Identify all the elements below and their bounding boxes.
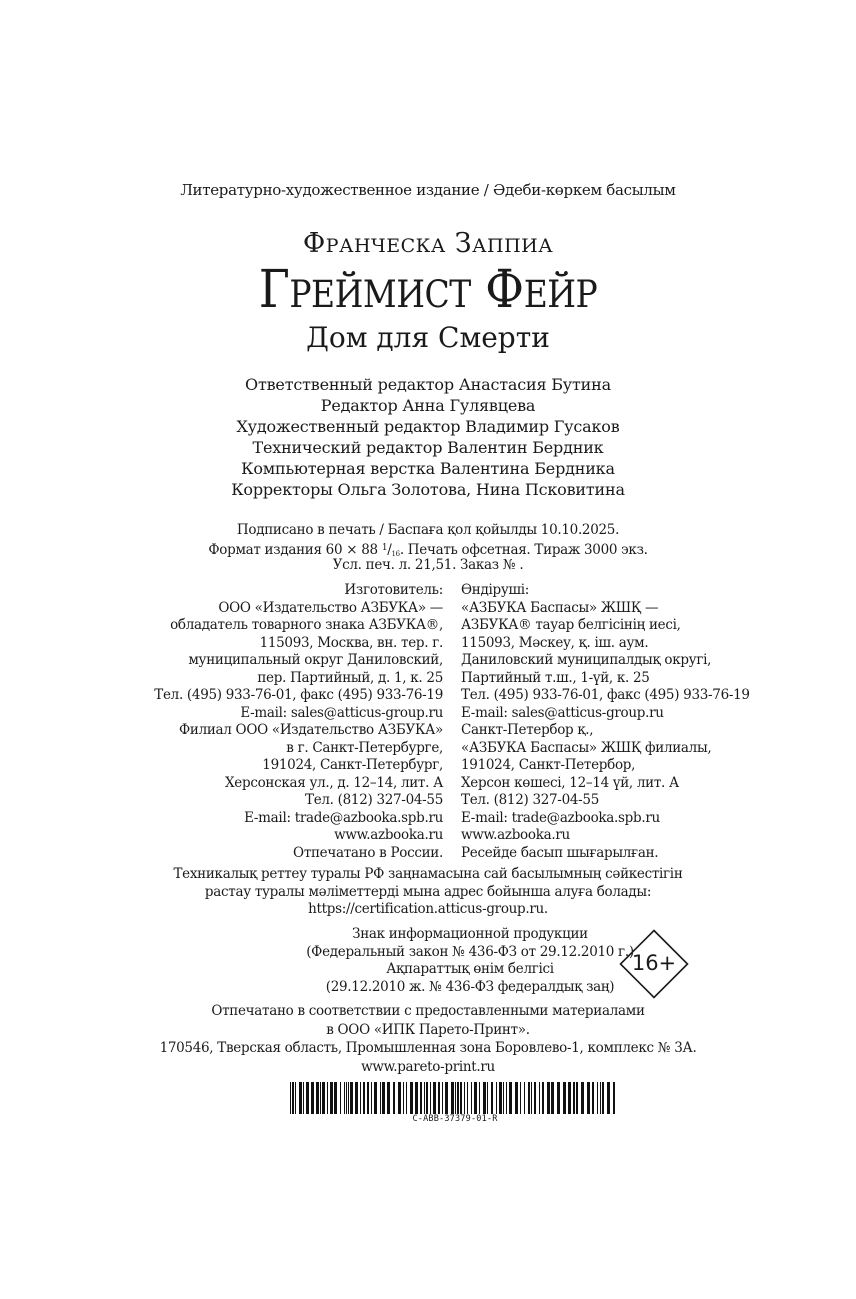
manufacturer-kz-line: Санкт-Петербор қ., <box>461 722 594 738</box>
manufacturer-ru-line: Херсонская ул., д. 12–14, лит. А <box>224 774 443 791</box>
manufacturer-ru-line: пер. Партийный, д. 1, к. 25 <box>257 669 443 686</box>
manufacturer-kz-line: Өндіруші: <box>461 582 529 598</box>
manufacturer-kz-line: E-mail: sales@atticus-group.ru <box>461 704 664 721</box>
manufacturer-ru-line: 115093, Москва, вн. тер. г. <box>259 634 443 651</box>
manufacturer-ru-line: Тел. (495) 933-76-01, факс (495) 933-76-19 <box>154 687 443 703</box>
info-sign-line: Знак информационной продукции <box>352 926 588 942</box>
credits-block <box>0 374 856 500</box>
manufacturer-kz-line: Херсон көшесі, 12–14 үй, лит. А <box>461 774 679 791</box>
manufacturer-ru-line: www.azbooka.ru <box>334 827 443 843</box>
print-info-block <box>0 522 856 575</box>
printer-line: Отпечатано в соответствии с предоставленными материалами <box>211 1003 645 1019</box>
credit-line: Художественный редактор Владимир Гусаков <box>236 417 620 436</box>
manufacturer-kz-line: «АЗБУКА Баспасы» ЖШҚ — <box>461 599 659 616</box>
format-line: Формат издания 60 × 88 $^1/_{16}$. Печать офсетная. Тираж 3000 экз. <box>208 541 648 558</box>
barcode-icon <box>290 1082 620 1114</box>
manufacturer-kz-line: Тел. (812) 327-04-55 <box>461 792 599 808</box>
manufacturer-ru-line: муниципальный округ Даниловский, <box>188 652 443 668</box>
age-rating: 16+ <box>631 951 677 975</box>
printer-url: www.pareto-print.ru <box>361 1058 495 1075</box>
manufacturer-ru-line: в г. Санкт-Петербурге, <box>286 739 443 756</box>
manufacturer-ru-line: E-mail: trade@azbooka.spb.ru <box>244 809 443 826</box>
certification-line: растау туралы мәліметтерді мына адрес бойынша алуға болады: <box>204 883 652 900</box>
manufacturer-kz-line: АЗБУКА® тауар белгісінің иесі, <box>461 617 681 633</box>
certification-line: Техникалық реттеу туралы РФ заңнамасына сай басылымның сәйкестігін <box>173 866 683 882</box>
manufacturer-kz-line: Ресейде басып шығарылған. <box>461 844 659 861</box>
signed-line: Подписано в печать / Баспаға қол қойылды 10.10.2025. <box>236 522 620 538</box>
manufacturer-kz-line: 191024, Санкт-Петербор, <box>461 757 636 773</box>
printer-line: 170546, Тверская область, Промышленная зона Боровлево-1, комплекс № 3А. <box>159 1040 697 1056</box>
info-sign-line: Ақпараттық өнім белгісі <box>386 961 554 977</box>
manufacturer-ru-column <box>154 582 443 862</box>
info-sign-line: (Федеральный закон № 436-ФЗ от 29.12.2010 г.) <box>306 943 634 960</box>
manufacturer-ru-line: 191024, Санкт-Петербург, <box>262 757 443 773</box>
format-prefix: Формат издания 60 × 88 <box>208 541 382 558</box>
manufacturer-ru-line: Филиал ООО «Издательство АЗБУКА» <box>178 722 443 738</box>
manufacturer-ru-line: E-mail: sales@atticus-group.ru <box>240 704 443 721</box>
certification-block <box>0 866 856 919</box>
manufacturer-kz-line: Даниловский муниципалдық округі, <box>461 652 712 668</box>
format-numerator: 1 <box>381 542 388 553</box>
manufacturer-ru-line: ООО «Издательство АЗБУКА» — <box>218 599 443 616</box>
printer-line: в ООО «ИПК Парето-Принт». <box>326 1021 530 1038</box>
credit-line: Корректоры Ольга Золотова, Нина Псковитина <box>231 480 625 499</box>
manufacturer-ru-line: обладатель товарного знака АЗБУКА®, <box>170 617 443 633</box>
info-sign-line: (29.12.2010 ж. № 436-ФЗ федералдық заң) <box>325 978 615 995</box>
barcode-code: C-ABB-37379-01-R <box>412 1114 498 1124</box>
printer-block <box>0 1003 856 1077</box>
credit-line: Компьютерная верстка Валентина Бердника <box>241 459 615 478</box>
info-sign-block <box>270 926 670 996</box>
manufacturer-kz-line: Партийный т.ш., 1-үй, к. 25 <box>461 669 650 686</box>
manufacturer-kz-line: E-mail: trade@azbooka.spb.ru <box>461 809 660 826</box>
manufacturer-kz-line: «АЗБУКА Баспасы» ЖШҚ филиалы, <box>461 739 712 756</box>
manufacturer-kz-column <box>461 582 750 862</box>
credit-line: Ответственный редактор Анастасия Бутина <box>245 375 611 394</box>
manufacturer-ru-line: Изготовитель: <box>344 582 443 598</box>
sheets-line: Усл. печ. л. 21,51. Заказ № . <box>332 557 524 573</box>
manufacturer-kz-line: www.azbooka.ru <box>461 827 570 843</box>
manufacturer-ru-line: Тел. (812) 327-04-55 <box>305 792 443 808</box>
certification-url: https://certification.atticus-group.ru. <box>308 901 548 917</box>
format-denominator: 16 <box>391 549 400 558</box>
book-title: Греймист Фейр <box>258 258 598 321</box>
credit-line: Редактор Анна Гулявцева <box>320 396 536 415</box>
manufacturer-kz-line: Тел. (495) 933-76-01, факс (495) 933-76-19 <box>461 687 750 703</box>
credit-line: Технический редактор Валентин Бердник <box>252 438 604 457</box>
author-name: Франческа Заппиа <box>302 228 554 259</box>
genre-line: Литературно-художественное издание / Әдеби-көркем басылым <box>180 181 676 199</box>
format-suffix: . Печать офсетная. Тираж 3000 экз. <box>399 541 648 558</box>
book-subtitle: Дом для Смерти <box>306 321 550 354</box>
manufacturer-ru-line: Отпечатано в России. <box>293 844 443 861</box>
manufacturer-kz-line: 115093, Мәскеу, қ. іш. аум. <box>461 634 649 651</box>
